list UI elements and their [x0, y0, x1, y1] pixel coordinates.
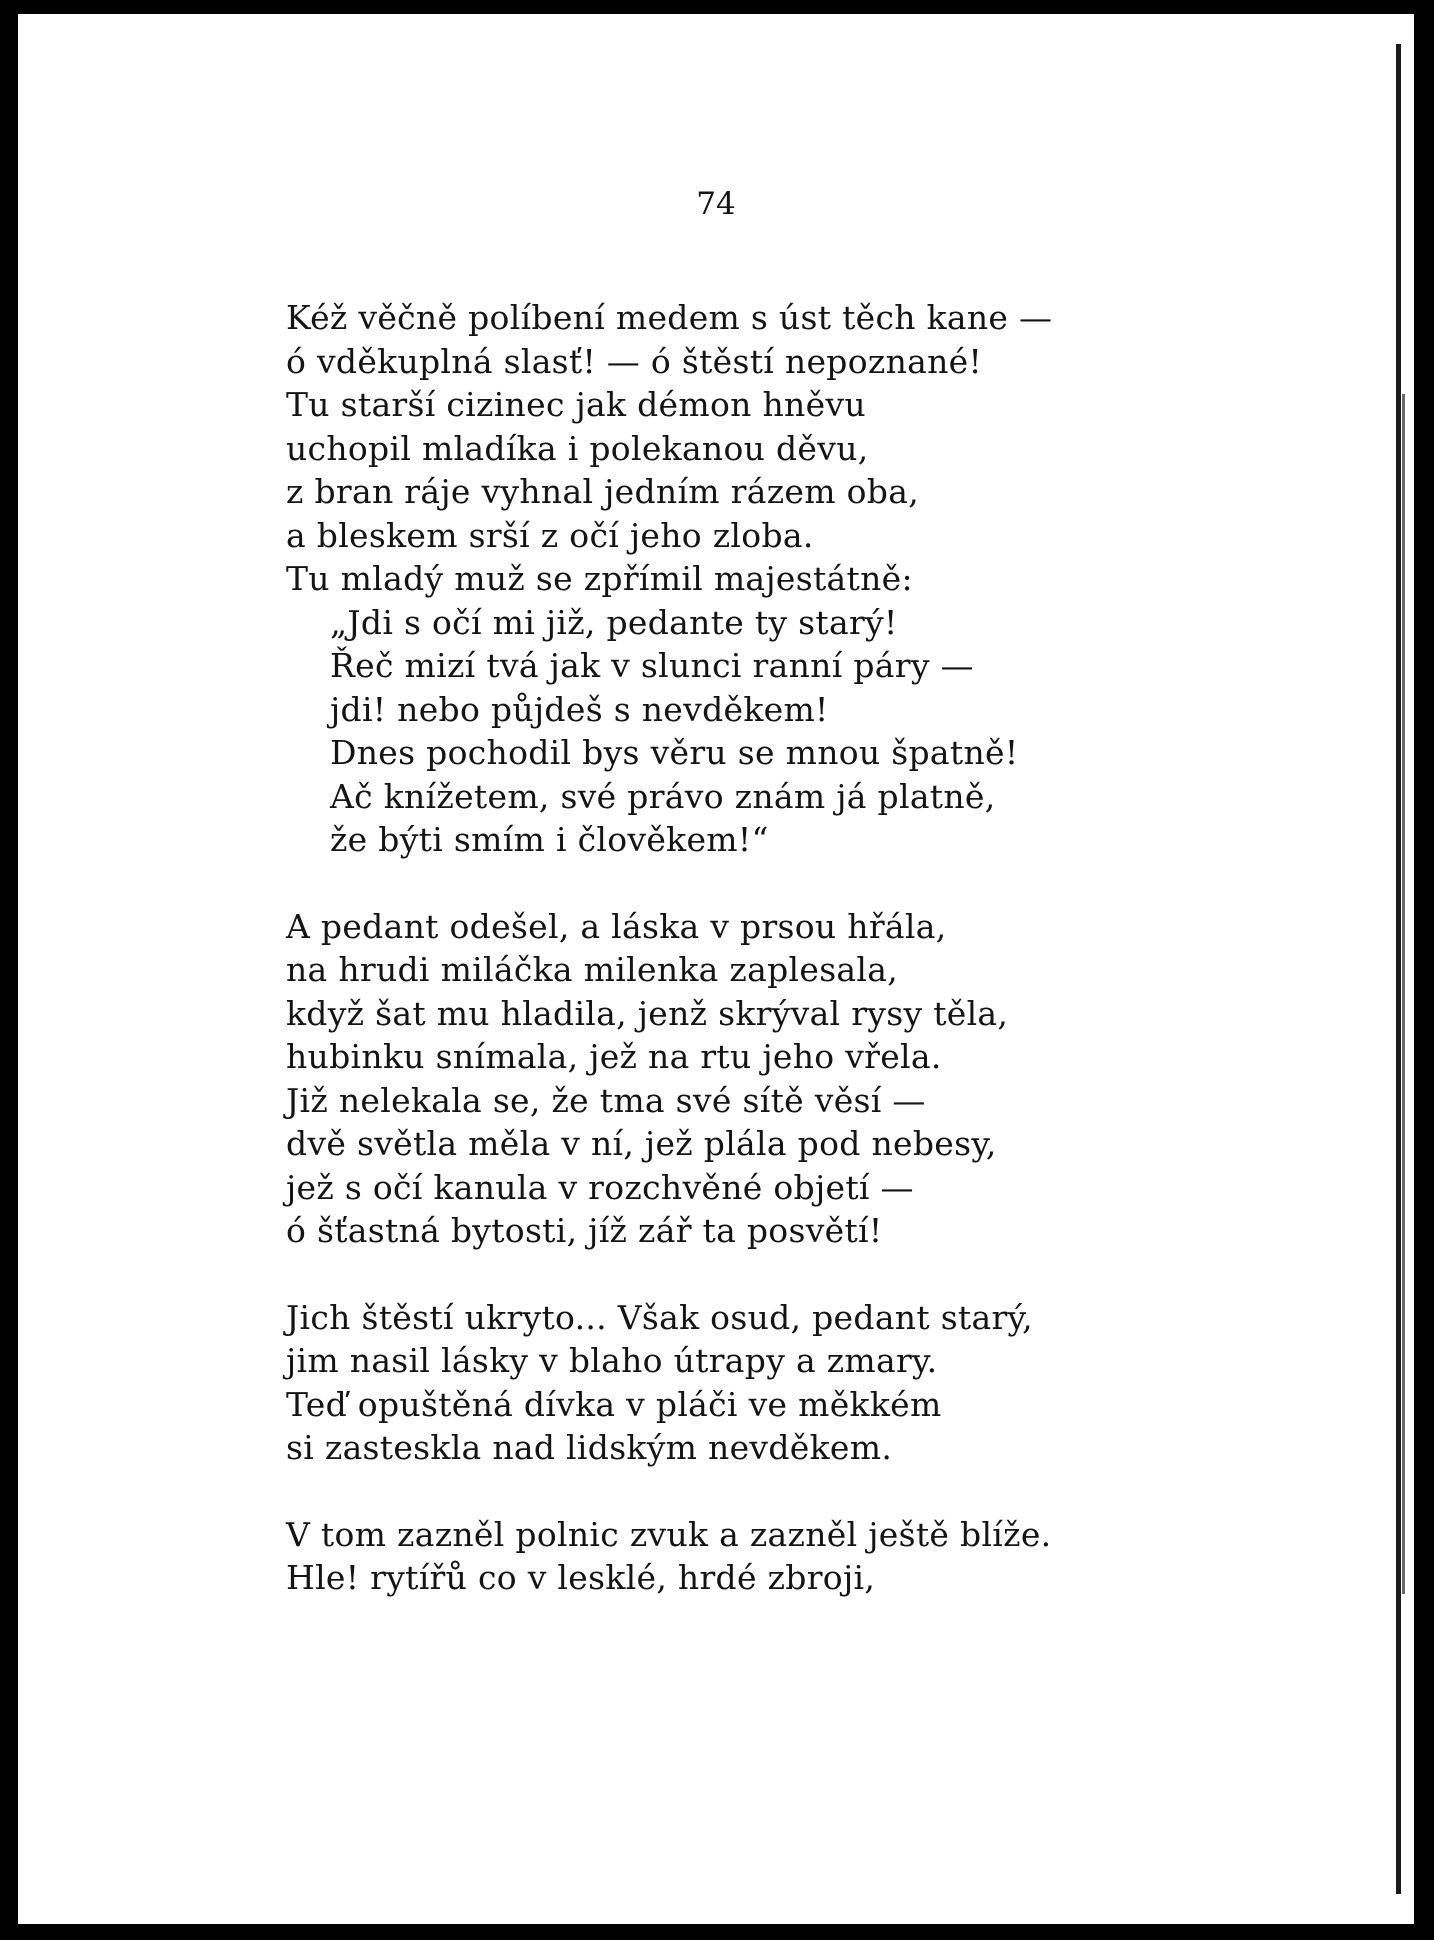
poem-text [286, 296, 1246, 1600]
poem-line: Kéž věčně políbení medem s úst těch kane — [286, 298, 1053, 337]
poem-line: Tu starší cizinec jak démon hněvu [286, 385, 866, 424]
poem-line: V tom zazněl polnic zvuk a zazněl ještě blíže. [286, 1514, 1052, 1554]
poem-line: ó šťastná bytosti, jíž zář ta posvětí! [286, 1211, 883, 1250]
stanza [286, 1513, 1246, 1600]
poem-line: uchopil mladíka i polekanou děvu, [286, 428, 869, 468]
poem-line-indented: že býti smím i člověkem!“ [330, 820, 769, 859]
poem-line: z bran ráje vyhnal jedním rázem oba, [286, 472, 919, 511]
stanza [286, 905, 1246, 1253]
poem-line: A pedant odešel, a láska v prsou hřála, [286, 906, 947, 946]
poem-line: jež s očí kanula v rozchvěné objetí — [286, 1167, 914, 1207]
stanza [286, 296, 1246, 862]
poem-line-indented: „Jdi s očí mi již, pedante ty starý! [330, 602, 898, 642]
poem-line: si zasteskla nad lidským nevděkem. [286, 1428, 893, 1467]
poem-line: a bleskem srší z očí jeho zloba. [286, 515, 814, 555]
poem-line: Již nelekala se, že tma své sítě věsí — [286, 1080, 926, 1120]
poem-line-indented: Ač knížetem, své právo znám já platně, [330, 776, 996, 816]
page-gutter [1386, 14, 1414, 1924]
binding-edge [1396, 44, 1401, 1894]
poem-line: Hle! rytířů co v lesklé, hrdé zbroji, [286, 1558, 876, 1597]
poem-line-indented: Dnes pochodil bys věru se mnou špatně! [330, 733, 1019, 772]
poem-line: na hrudi miláčka milenka zaplesala, [286, 950, 899, 989]
poem-line: Jich štěstí ukryto... Však osud, pedant starý, [286, 1297, 1033, 1337]
poem-line: ó vděkuplná slasť! — ó štěstí nepoznané! [286, 341, 983, 381]
poem-line: když šat mu hladila, jenž skrýval rysy těla, [286, 993, 1009, 1033]
poem-line-indented: Řeč mizí tvá jak v slunci ranní páry — [330, 646, 974, 685]
poem-line: dvě světla měla v ní, jež plála pod nebesy, [286, 1124, 997, 1163]
book-page [18, 14, 1414, 1924]
binding-shadow [1402, 394, 1405, 1594]
poem-line-indented: jdi! nebo půjdeš s nevděkem! [330, 689, 829, 729]
poem-line: jim nasil lásky v blaho útrapy a zmary. [286, 1341, 938, 1380]
page-number: 74 [696, 186, 736, 222]
poem-line: Teď opuštěná dívka v pláči ve měkkém [286, 1384, 942, 1424]
stanza [286, 1296, 1246, 1470]
poem-line: Tu mladý muž se zpřímil majestátně: [286, 559, 913, 598]
poem-line: hubinku snímala, jež na rtu jeho vřela. [286, 1037, 942, 1076]
